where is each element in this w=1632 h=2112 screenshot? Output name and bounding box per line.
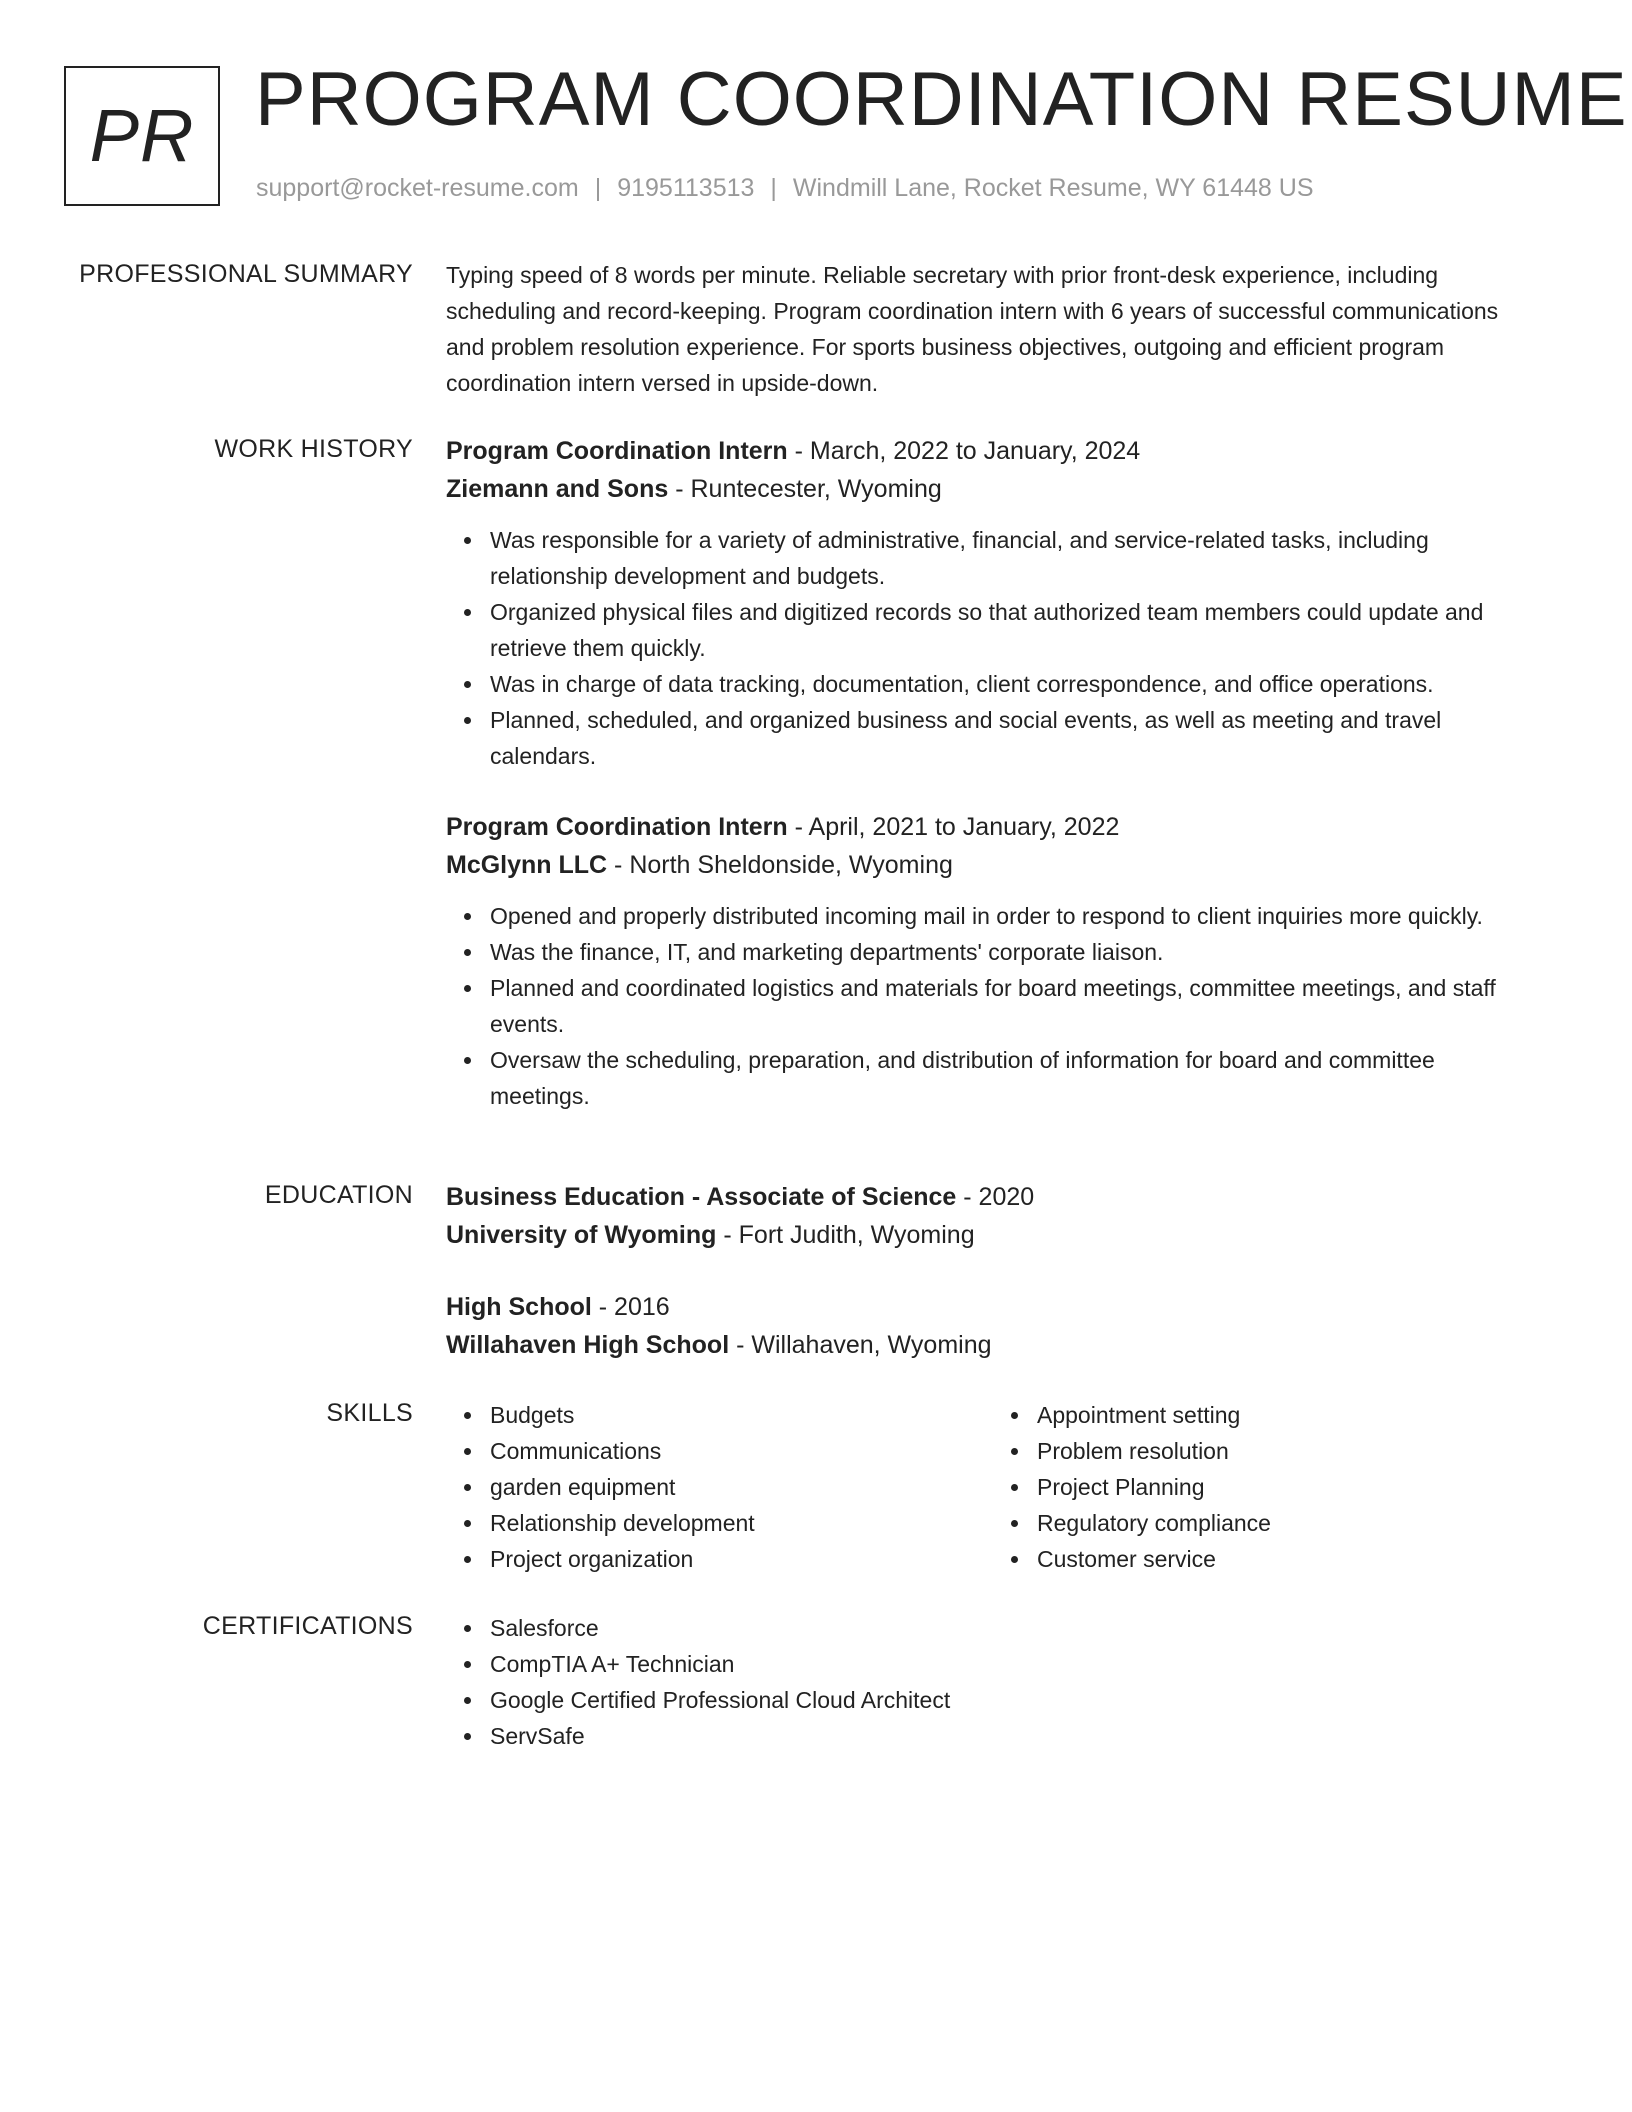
list-item: Problem resolution — [1037, 1433, 1493, 1469]
list-item: Salesforce — [490, 1610, 1526, 1646]
skills-column — [993, 1397, 1493, 1577]
job-entry — [446, 808, 1526, 1114]
list-item: Opened and properly distributed incoming mail in order to respond to client inquiries more quickly. — [490, 898, 1526, 934]
job-title: Program Coordination Intern — [446, 813, 788, 841]
education-school-line — [446, 1326, 1526, 1364]
list-item: Appointment setting — [1037, 1397, 1493, 1433]
education-body — [446, 1178, 1526, 1364]
list-item: Budgets — [490, 1397, 993, 1433]
list-item: Oversaw the scheduling, preparation, and distribution of information for board and committee meetings. — [490, 1042, 1526, 1114]
list-item: Was in charge of data tracking, documentation, client correspondence, and office operations. — [490, 666, 1526, 702]
contact-separator: | — [594, 174, 602, 202]
certifications-list — [446, 1610, 1526, 1754]
skills-column — [446, 1397, 993, 1577]
skills-body — [446, 1397, 1526, 1577]
contact-address: Windmill Lane, Rocket Resume, WY 61448 US — [792, 174, 1314, 202]
job-dates: - March, 2022 to January, 2024 — [787, 437, 1141, 465]
education-degree: High School — [446, 1293, 592, 1321]
education-school-line — [446, 1216, 1526, 1254]
job-title: Program Coordination Intern — [446, 437, 788, 465]
education-degree: Business Education - Associate of Science — [446, 1183, 957, 1211]
education-school: University of Wyoming — [446, 1221, 717, 1249]
job-company: McGlynn LLC — [446, 851, 608, 879]
monogram-initials: PR — [89, 94, 195, 177]
contact-line — [256, 174, 1314, 203]
list-item: ServSafe — [490, 1718, 1526, 1754]
education-entry — [446, 1178, 1526, 1254]
summary-text: Typing speed of 8 words per minute. Reliable secretary with prior front-desk experience, including scheduling and record-keeping. Program coordination intern with 6 years of successful communications and problem resolution experience. For sports business objectives, outgoing and efficient program coordination intern versed in upside-down. — [446, 262, 1499, 396]
job-entry — [446, 432, 1526, 774]
section-label-education: EDUCATION — [264, 1181, 413, 1209]
list-item: Planned, scheduled, and organized business and social events, as well as meeting and travel calendars. — [490, 702, 1526, 774]
job-company-line — [446, 846, 1526, 884]
education-degree-line — [446, 1288, 1526, 1326]
education-location: - Willahaven, Wyoming — [729, 1331, 992, 1359]
skills-list — [446, 1397, 993, 1577]
list-item: CompTIA A+ Technician — [490, 1646, 1526, 1682]
list-item: Relationship development — [490, 1505, 993, 1541]
list-item: garden equipment — [490, 1469, 993, 1505]
list-item: Project Planning — [1037, 1469, 1493, 1505]
contact-separator: | — [770, 174, 777, 202]
resume-title: PROGRAM COORDINATION RESUME — [255, 57, 1628, 142]
list-item: Organized physical files and digitized records so that authorized team members could update and retrieve them quickly. — [490, 594, 1526, 666]
list-item: Planned and coordinated logistics and materials for board meetings, committee meetings, and staff events. — [490, 970, 1526, 1042]
education-school: Willahaven High School — [446, 1331, 730, 1359]
skills-list — [993, 1397, 1493, 1577]
list-item: Was responsible for a variety of administrative, financial, and service-related tasks, including relationship development and budgets. — [490, 522, 1526, 594]
list-item: Regulatory compliance — [1037, 1505, 1493, 1541]
monogram-badge — [64, 66, 220, 206]
work-history-body — [446, 432, 1526, 1114]
job-location: - Runtecester, Wyoming — [668, 475, 942, 503]
education-degree-line — [446, 1178, 1526, 1216]
list-item: Google Certified Professional Cloud Architect — [490, 1682, 1526, 1718]
list-item: Project organization — [490, 1541, 993, 1577]
list-item: Customer service — [1037, 1541, 1493, 1577]
job-title-line — [446, 432, 1526, 470]
section-label-certifications: CERTIFICATIONS — [202, 1612, 413, 1640]
education-location: - Fort Judith, Wyoming — [716, 1221, 975, 1249]
job-duties-list — [446, 522, 1526, 774]
education-year: - 2016 — [591, 1293, 670, 1321]
education-year: - 2020 — [956, 1183, 1035, 1211]
section-label-work-history: WORK HISTORY — [214, 435, 413, 463]
certifications-body — [446, 1610, 1526, 1754]
job-dates: - April, 2021 to January, 2022 — [787, 813, 1120, 841]
summary-body — [446, 257, 1526, 401]
contact-email: support@rocket-resume.com — [256, 174, 579, 202]
list-item: Communications — [490, 1433, 993, 1469]
education-entry — [446, 1288, 1526, 1364]
job-company-line — [446, 470, 1526, 508]
section-label-skills: SKILLS — [326, 1399, 413, 1427]
job-location: - North Sheldonside, Wyoming — [607, 851, 953, 879]
job-title-line — [446, 808, 1526, 846]
section-label-summary: PROFESSIONAL SUMMARY — [79, 260, 413, 288]
job-company: Ziemann and Sons — [446, 475, 669, 503]
job-duties-list — [446, 898, 1526, 1114]
list-item: Was the finance, IT, and marketing departments' corporate liaison. — [490, 934, 1526, 970]
contact-phone: 9195113513 — [617, 174, 755, 202]
